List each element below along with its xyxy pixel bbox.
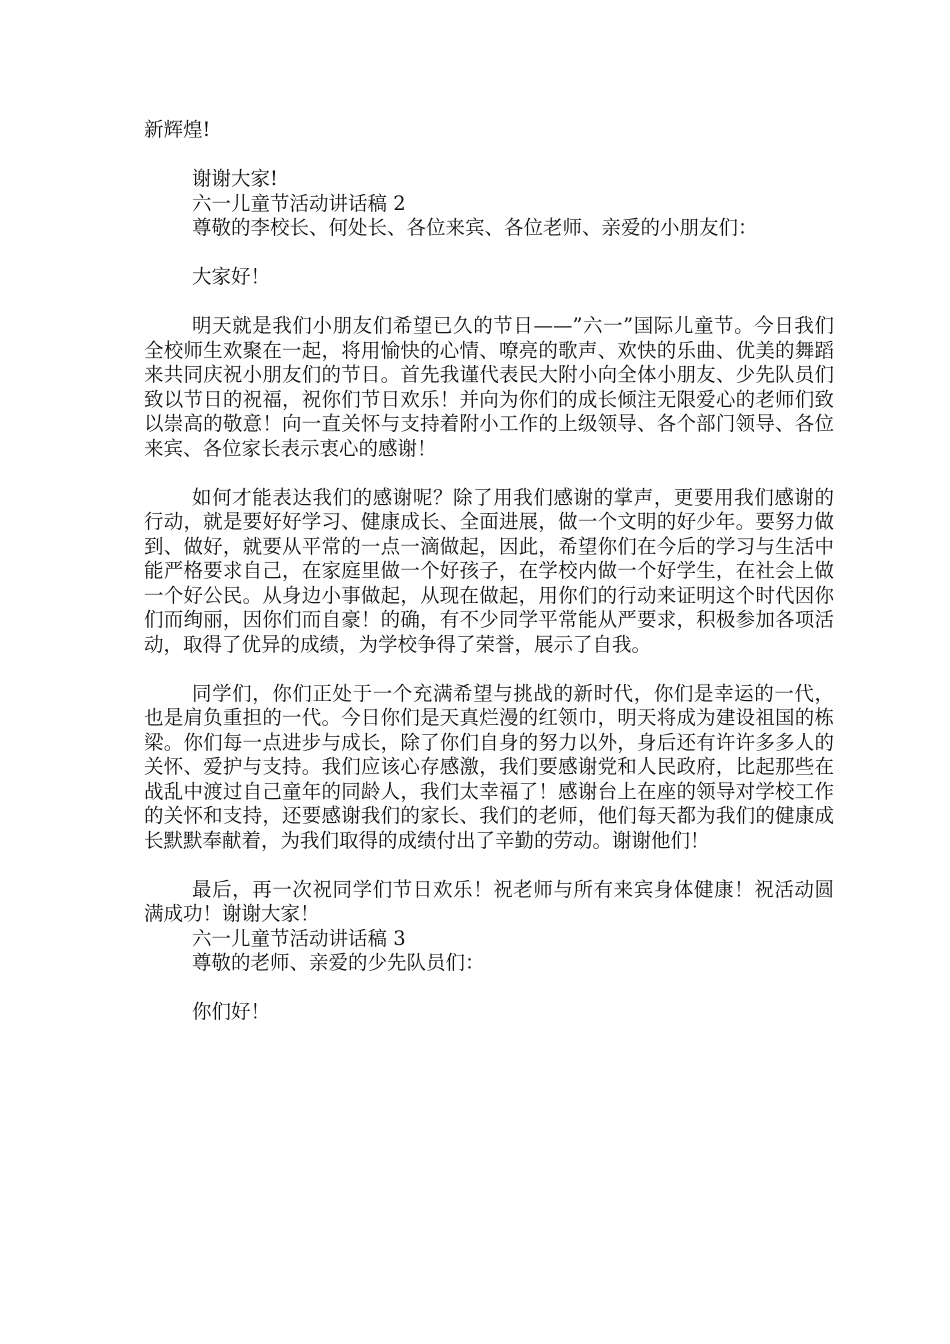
- document-page: [144, 118, 834, 1025]
- paragraph: 尊敬的老师、亲爱的少先队员们：: [192, 951, 485, 974]
- paragraph: 尊敬的李校长、何处长、各位来宾、各位老师、亲爱的小朋友们：: [192, 216, 758, 239]
- paragraph: 如何才能表达我们的感谢呢？除了用我们感谢的掌声，更要用我们感谢的行动，就是要好好学习、健康成长、全面进展，做一个文明的好少年。要努力做到、做好，就要从平常的一点一滴做起，因此，希望你们在今后的学习与生活中能严格要求自己，在家庭里做一个好孩子，在学校内做一个好学生，在社会上做一个好公民。从身边小事做起，从现在做起，用你们的行动来证明这个时代因你们而绚丽，因你们而自豪！的确，有不少同学平常能从严要求，积极参加各项活动，取得了优异的成绩，为学校争得了荣誉，展示了自我。: [144, 485, 834, 656]
- paragraph: 大家好！: [192, 265, 271, 288]
- paragraph: 新辉煌!: [144, 118, 211, 141]
- paragraph: 你们好！: [192, 1000, 271, 1023]
- paragraph-gap: [144, 290, 834, 315]
- paragraph: 六一儿童节活动讲话稿 3: [192, 926, 406, 950]
- paragraph-gap: [144, 241, 834, 266]
- paragraph-gap: [144, 853, 834, 878]
- paragraph: 六一儿童节活动讲话稿 2: [192, 191, 406, 215]
- paragraph: 最后，再一次祝同学们节日欢乐！祝老师与所有来宾身体健康！祝活动圆满成功！谢谢大家！: [144, 877, 834, 925]
- paragraph-gap: [144, 657, 834, 682]
- paragraph-gap: [144, 143, 834, 168]
- paragraph-gap: [144, 976, 834, 1001]
- paragraph: 谢谢大家!: [192, 167, 278, 190]
- paragraph: 明天就是我们小朋友们希望已久的节日——”六一”国际儿童节。今日我们全校师生欢聚在一起，将用愉快的心情、嘹亮的歌声、欢快的乐曲、优美的舞蹈来共同庆祝小朋友们的节日。首先我谨代表民大附小向全体小朋友、少先队员们致以节日的祝福，祝你们节日欢乐！并向为你们的成长倾注无限爱心的老师们致以崇高的敬意！向一直关怀与支持着附小工作的上级领导、各个部门领导、各位来宾、各位家长表示衷心的感谢！: [144, 314, 834, 460]
- paragraph-gap: [144, 461, 834, 486]
- paragraph: 同学们，你们正处于一个充满希望与挑战的新时代，你们是幸运的一代，也是肩负重担的一代。今日你们是天真烂漫的红领巾，明天将成为建设祖国的栋梁。你们每一点进步与成长，除了你们自身的努力以外，身后还有许许多多人的关怀、爱护与支持。我们应该心存感激，我们要感谢党和人民政府，比起那些在战乱中渡过自己童年的同龄人，我们太幸福了！感谢台上在座的领导对学校工作的关怀和支持，还要感谢我们的家长、我们的老师，他们每天都为我们的健康成长默默奉献着，为我们取得的成绩付出了辛勤的劳动。谢谢他们！: [144, 681, 834, 852]
